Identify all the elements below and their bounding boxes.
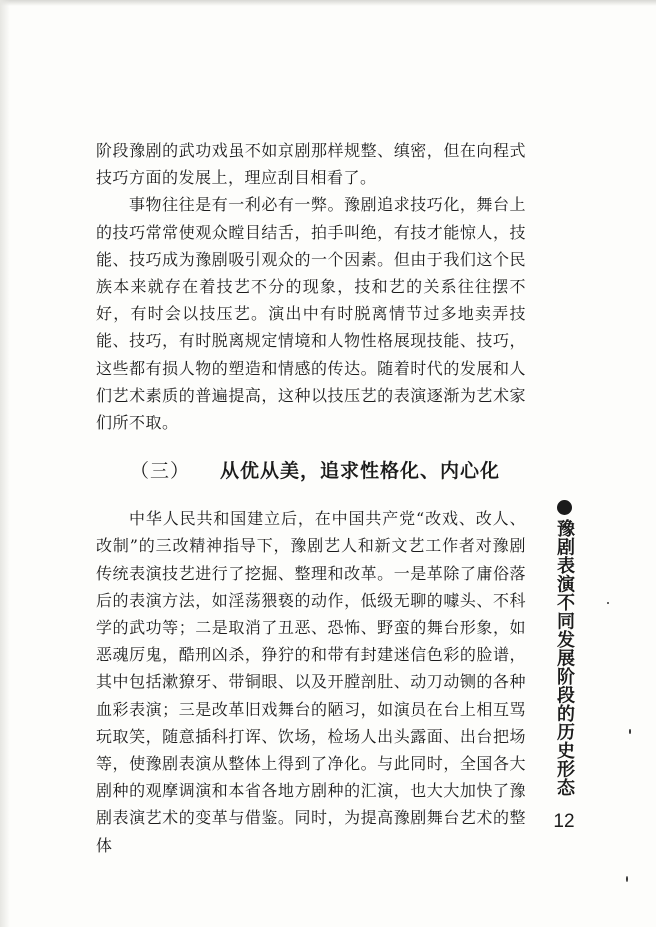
scan-speck <box>607 602 609 604</box>
scan-speck <box>626 876 628 882</box>
scan-edge-shadow-left <box>0 0 10 927</box>
paragraph-reform: 中华人民共和国建立后，在中国共产党“改戏、改人、改制”的三改精神指导下，豫剧艺人和新文艺工作者对豫剧传统表演技艺进行了挖掘、整理和改革。一是革除了庸俗落后的表演方法，如淫荡猥亵的动作，低级无聊的噱头、不科学的武功等；二是取消了丑恶、恐怖、野蛮的舞台形象，如恶魂厉鬼，酷刑凶杀，狰狞的和带有封建迷信色彩的脸谱，其中包括漱獠牙、带铜眼、以及开膛剖肚、动刀动铡的各种血彩表演；三是改革旧戏舞台的陋习，如演员在台上相互骂玩取笑，随意插科打诨、饮场，检场人出头露面、出台把场等，使豫剧表演从整体上得到了净化。与此同时，全国各大剧种的观摩调演和本省各地方剧种的汇演，也大大加快了豫剧表演艺术的变革与借鉴。同时，为提高豫剧舞台艺术的整体 <box>96 509 526 855</box>
chapter-running-title: 豫剧表演不同发展阶段的历史形态 <box>554 519 575 797</box>
section-number: （三） <box>130 460 191 483</box>
chapter-side-tab <box>548 500 580 833</box>
scan-speck <box>629 729 631 734</box>
scan-edge-shadow <box>0 0 656 6</box>
section-heading <box>96 457 526 485</box>
page-number: 12 <box>553 810 575 832</box>
page-body <box>96 137 526 859</box>
bullet-dot-icon <box>557 500 572 515</box>
paragraph-technique: 事物往往是有一利必有一弊。豫剧追求技巧化，舞台上的技巧常常使观众瞠目结舌，拍手叫绝，有技才能惊人，技能、技巧成为豫剧吸引观众的一个因素。但由于我们这个民族本来就存在着技艺不分的现象，技和艺的关系往往摆不好，有时会以技压艺。演出中有时脱离情节过多地卖弄技能、技巧，有时脱离规定情境和人物性格展现技能、技巧，这些都有损人物的塑造和情感的传达。随着时代的发展和人们艺术素质的普遍提高，这种以技压艺的表演逐渐为艺术家们所不取。 <box>96 195 526 433</box>
section-title: 从优从美，追求性格化、内心化 <box>220 460 501 483</box>
paragraph-continuation: 阶段豫剧的武功戏虽不如京剧那样规整、缜密，但在向程式技巧方面的发展上，理应刮目相看了。 <box>96 141 526 188</box>
